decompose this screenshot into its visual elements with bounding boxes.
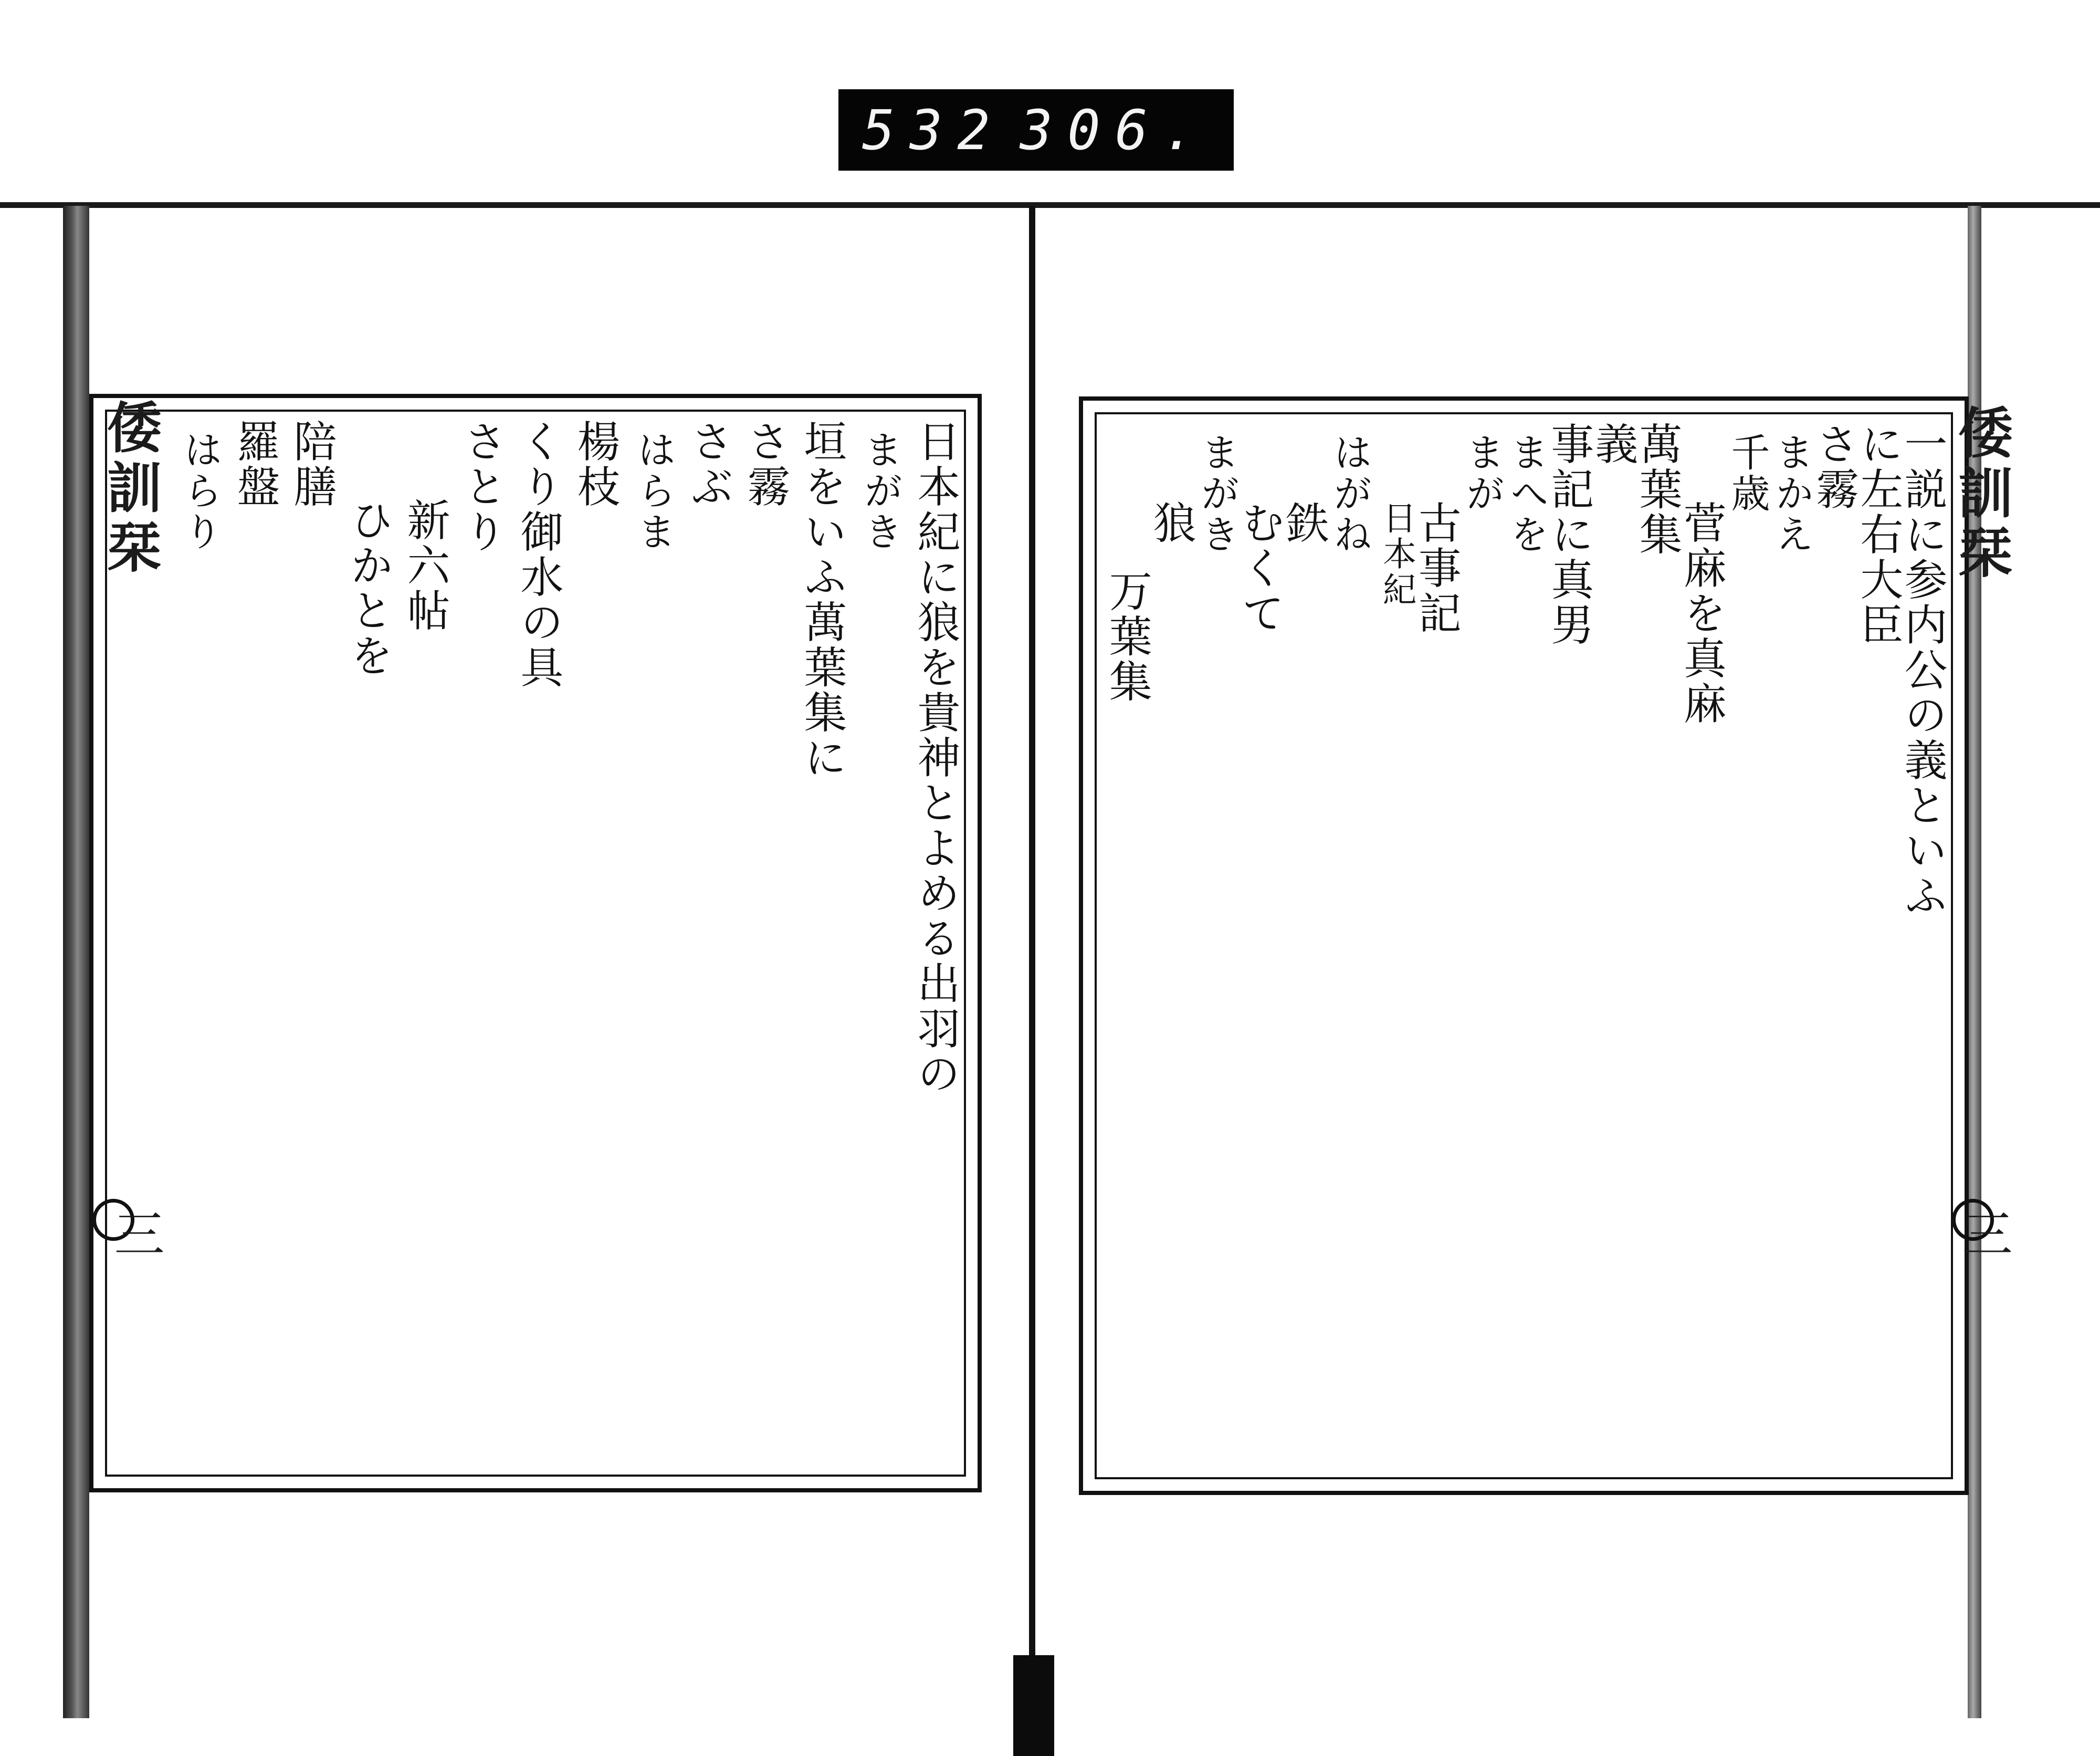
right-folio: 三 [1954,1208,2013,1258]
left-col-14: はらり [177,430,223,552]
left-col-2: まがき [858,430,903,552]
right-col-13: 日本紀 [1377,500,1416,608]
top-rule [0,202,2100,208]
left-page [89,394,982,1492]
right-col-3: さ霧 [1809,422,1859,512]
catalog-number-left: 532 [862,98,1005,162]
right-col-9: 事記に真男 [1544,422,1594,647]
left-col-3: 垣をいふ萬葉集に [797,419,847,780]
right-col-4: まかえ [1769,432,1814,555]
left-col-13: 羅盤 [230,419,280,509]
catalog-number-right: 306. [1020,98,1210,162]
catalog-label [838,89,1234,171]
right-col-17: まがき [1194,432,1240,555]
left-col-12: 陪膳 [287,419,337,509]
right-col-1: 一説に参内公の義といふ [1897,422,1947,918]
center-gutter [1029,206,1035,1655]
left-folio: 三 [106,1208,165,1258]
right-col-10: まへを [1504,432,1549,555]
left-page-columns [114,419,960,1467]
left-col-5: さぶ [684,419,733,509]
right-col-16: むくて [1234,500,1285,636]
right-margin-title: 倭訓栞 [1949,404,2013,584]
left-col-4: さ霧 [740,419,790,509]
left-col-11: ひかとを [343,498,393,678]
left-col-7: 楊枝 [570,419,620,509]
right-col-14: はがね [1327,432,1372,555]
right-col-18: 狼 [1146,500,1196,546]
left-col-1: 日本紀に狼を貴神とよめる出羽の [910,419,960,1096]
gutter-tab [1013,1655,1054,1756]
right-col-12: 古事記 [1411,500,1462,636]
right-col-7: 萬葉集 [1632,422,1683,557]
left-col-9: さとり [457,419,507,555]
right-col-2: に左右大臣 [1853,422,1903,647]
right-page [1079,396,1969,1495]
right-col-6: 菅麻を真麻 [1676,500,1727,726]
right-page-columns [1102,422,1947,1470]
left-col-6: はらま [631,430,676,552]
right-col-11: まが [1460,432,1505,514]
left-col-10: 新六帖 [400,498,450,633]
left-spine [63,206,89,1718]
right-col-15: 鉄 [1278,500,1329,546]
right-col-5: 千歳 [1725,432,1770,514]
right-col-19: 万葉集 [1102,569,1152,704]
right-col-8: 義 [1588,422,1638,467]
left-margin-title: 倭訓栞 [98,399,162,579]
left-col-8: くり御水の具 [513,419,563,690]
